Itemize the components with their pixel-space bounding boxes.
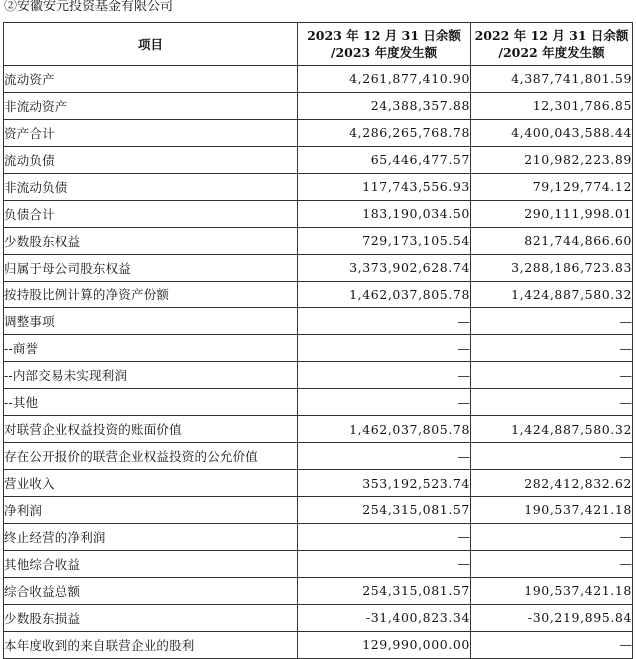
value-2022: 210,982,223.89 <box>471 146 633 173</box>
value-2022: — <box>471 389 633 416</box>
table-row <box>4 92 633 119</box>
value-2023: — <box>298 389 471 416</box>
financial-summary-table <box>3 22 633 659</box>
value-2023: — <box>298 362 471 389</box>
value-2023: — <box>298 335 471 362</box>
table-row <box>4 604 633 631</box>
value-2023: 729,173,105.54 <box>298 227 471 254</box>
table-row <box>4 631 633 658</box>
row-label: 营业收入 <box>4 470 298 497</box>
table-row <box>4 335 633 362</box>
table-row <box>4 146 633 173</box>
header-2023-line1: 2023 年 12 月 31 日余额 <box>307 28 461 43</box>
value-2022: 79,129,774.12 <box>471 173 633 200</box>
value-2023: 129,990,000.00 <box>298 631 471 658</box>
value-2023: 254,315,081.57 <box>298 577 471 604</box>
value-2023: 4,286,265,768.78 <box>298 119 471 146</box>
value-2023: 183,190,034.50 <box>298 200 471 227</box>
row-label: 存在公开报价的联营企业权益投资的公允价值 <box>4 443 298 470</box>
value-2023: 1,462,037,805.78 <box>298 281 471 308</box>
table-row <box>4 281 633 308</box>
value-2022: 190,537,421.18 <box>471 577 633 604</box>
value-2023: — <box>298 443 471 470</box>
row-label: 归属于母公司股东权益 <box>4 254 298 281</box>
table-row <box>4 254 633 281</box>
row-label: 非流动负债 <box>4 173 298 200</box>
value-2023: 65,446,477.57 <box>298 146 471 173</box>
value-2022: 1,424,887,580.32 <box>471 416 633 443</box>
table-row <box>4 416 633 443</box>
value-2022: 190,537,421.18 <box>471 497 633 524</box>
value-2023: 353,192,523.74 <box>298 470 471 497</box>
value-2023: 254,315,081.57 <box>298 497 471 524</box>
table-row <box>4 389 633 416</box>
row-label: 其他综合收益 <box>4 550 298 577</box>
header-2022 <box>471 23 633 66</box>
header-2023-line2: /2023 年度发生额 <box>330 45 438 60</box>
table-row <box>4 173 633 200</box>
value-2023: 117,743,556.93 <box>298 173 471 200</box>
row-label: 按持股比例计算的净资产份额 <box>4 281 298 308</box>
value-2022: — <box>471 550 633 577</box>
value-2022: — <box>471 631 633 658</box>
table-header-row <box>4 23 633 66</box>
value-2022: -30,219,895.84 <box>471 604 633 631</box>
row-label: 流动资产 <box>4 66 298 93</box>
row-label: 本年度收到的来自联营企业的股利 <box>4 631 298 658</box>
row-label: 流动负债 <box>4 146 298 173</box>
value-2023: -31,400,823.34 <box>298 604 471 631</box>
row-label: 资产合计 <box>4 119 298 146</box>
value-2023: — <box>298 550 471 577</box>
value-2022: 821,744,866.60 <box>471 227 633 254</box>
row-label: --其他 <box>4 389 298 416</box>
value-2022: — <box>471 523 633 550</box>
value-2022: — <box>471 362 633 389</box>
table-row <box>4 308 633 335</box>
value-2022: 282,412,832.62 <box>471 470 633 497</box>
value-2022: — <box>471 335 633 362</box>
table-row <box>4 523 633 550</box>
header-2023 <box>298 23 471 66</box>
value-2023: — <box>298 523 471 550</box>
value-2022: 12,301,786.85 <box>471 92 633 119</box>
value-2023: 3,373,902,628.74 <box>298 254 471 281</box>
table-row <box>4 443 633 470</box>
header-item-label: 项目 <box>137 36 163 52</box>
table-row <box>4 577 633 604</box>
row-label: 净利润 <box>4 497 298 524</box>
table-row <box>4 362 633 389</box>
table-row <box>4 497 633 524</box>
value-2022: 290,111,998.01 <box>471 200 633 227</box>
row-label: 少数股东损益 <box>4 604 298 631</box>
table-row <box>4 470 633 497</box>
value-2022: 4,387,741,801.59 <box>471 66 633 93</box>
table-row <box>4 66 633 93</box>
value-2023: — <box>298 308 471 335</box>
row-label: --商誉 <box>4 335 298 362</box>
table-row <box>4 200 633 227</box>
row-label: 终止经营的净利润 <box>4 523 298 550</box>
row-label: 少数股东权益 <box>4 227 298 254</box>
value-2022: 1,424,887,580.32 <box>471 281 633 308</box>
row-label: 非流动资产 <box>4 92 298 119</box>
value-2022: 3,288,186,723.83 <box>471 254 633 281</box>
table-row <box>4 227 633 254</box>
row-label: 对联营企业权益投资的账面价值 <box>4 416 298 443</box>
value-2023: 1,462,037,805.78 <box>298 416 471 443</box>
value-2023: 4,261,877,410.90 <box>298 66 471 93</box>
header-item <box>4 23 298 66</box>
header-2022-line2: /2022 年度发生额 <box>498 45 605 60</box>
header-2022-line1: 2022 年 12 月 31 日余额 <box>474 28 629 43</box>
value-2023: 24,388,357.88 <box>298 92 471 119</box>
row-label: --内部交易未实现利润 <box>4 362 298 389</box>
row-label: 调整事项 <box>4 308 298 335</box>
value-2022: — <box>471 443 633 470</box>
table-row <box>4 550 633 577</box>
row-label: 综合收益总额 <box>4 577 298 604</box>
table-row <box>4 119 633 146</box>
section-caption: ②安徽安元投资基金有限公司 <box>4 0 174 14</box>
value-2022: — <box>471 308 633 335</box>
row-label: 负债合计 <box>4 200 298 227</box>
value-2022: 4,400,043,588.44 <box>471 119 633 146</box>
